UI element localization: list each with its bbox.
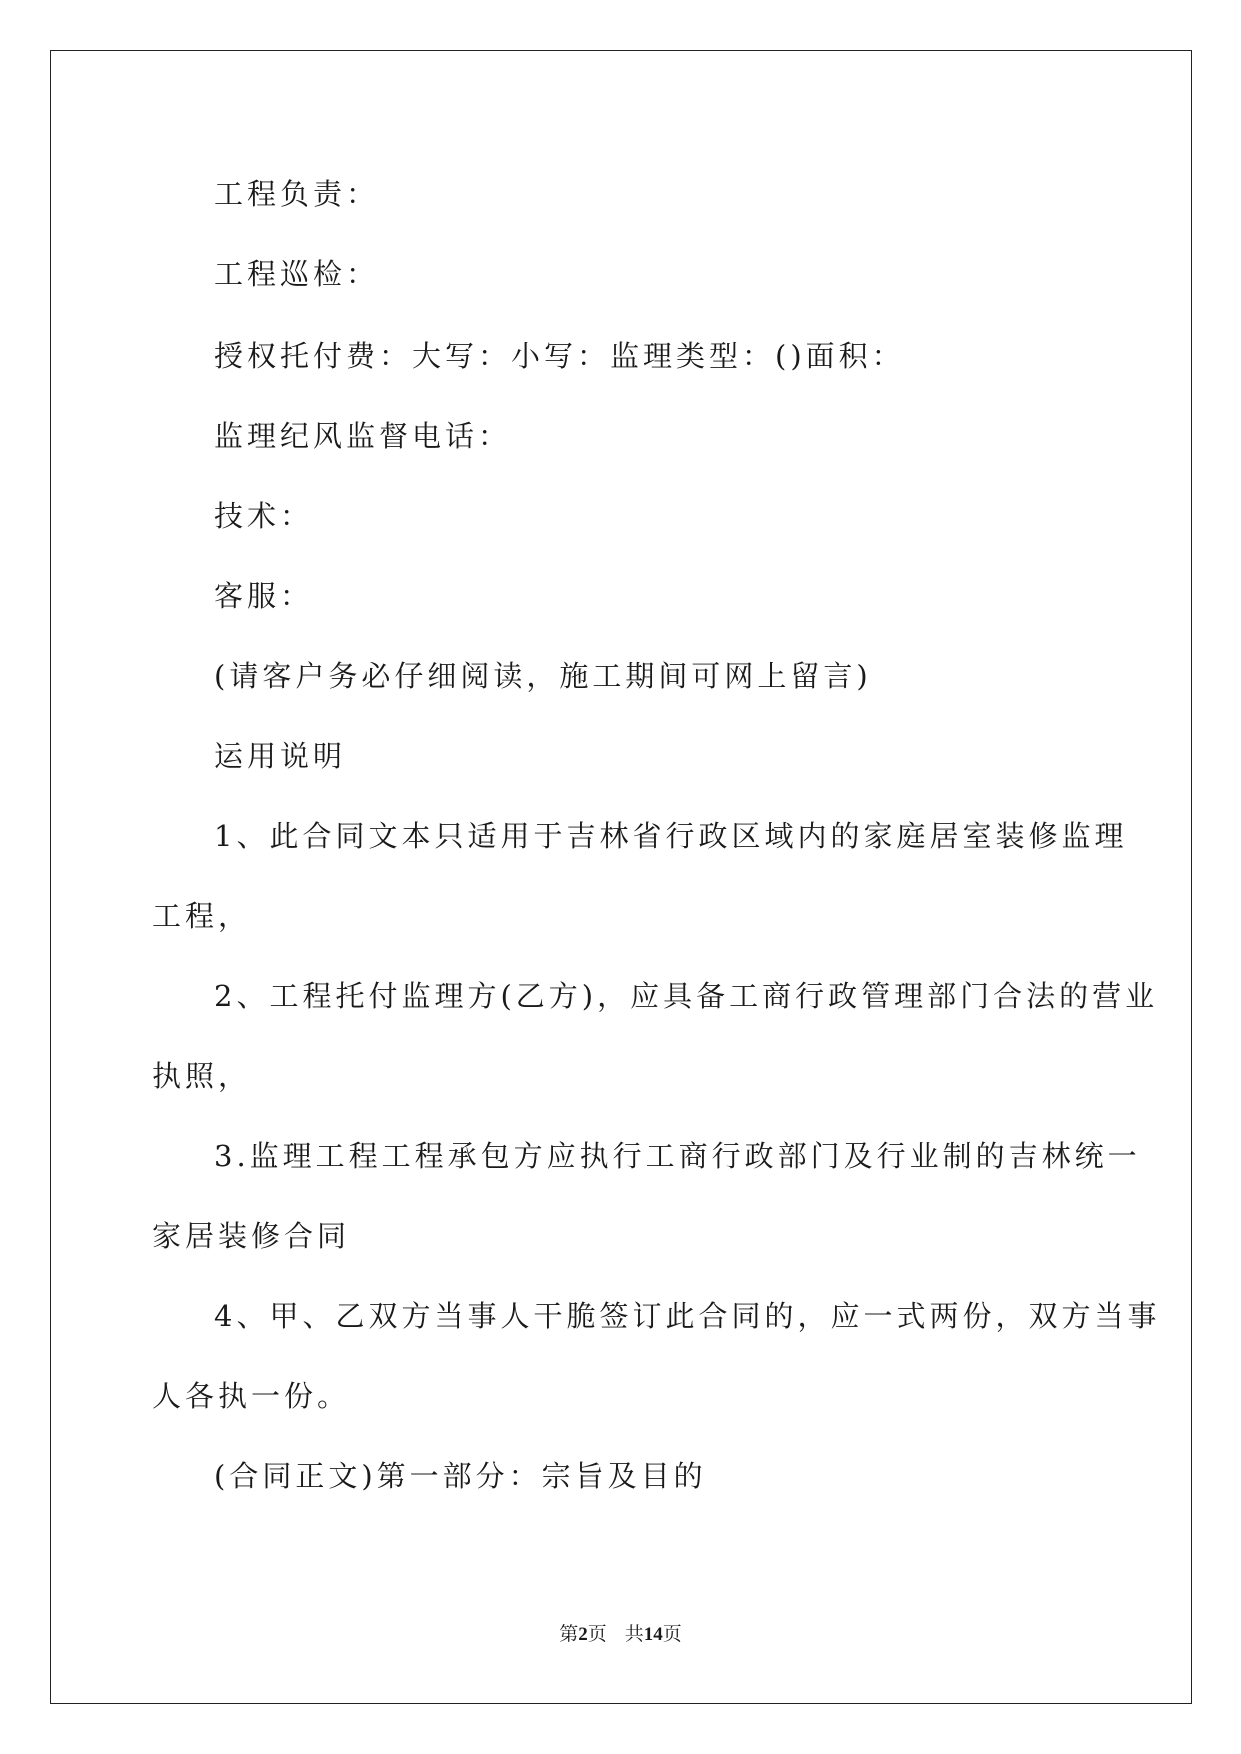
list-item-continuation: 人各执一份。 — [152, 1379, 351, 1413]
section-heading: (合同正文)第一部分：宗旨及目的 — [214, 1459, 707, 1493]
text-line: 工程巡检： — [214, 257, 380, 291]
footer-page-number: 2 — [578, 1624, 588, 1645]
list-item: 2、工程托付监理方(乙方)，应具备工商行政管理部门合法的营业 — [214, 979, 1159, 1013]
page-footer — [0, 1619, 1241, 1646]
text-line: 技术： — [214, 499, 314, 533]
list-item: 4、甲、乙双方当事人干脆签订此合同的，应一式两份，双方当事 — [214, 1299, 1161, 1333]
list-item-continuation: 工程， — [152, 899, 252, 933]
footer-total-suffix: 页 — [662, 1624, 682, 1645]
list-item-continuation: 家居装修合同 — [152, 1219, 351, 1253]
text-line: 工程负责： — [214, 177, 380, 211]
page-border — [50, 50, 1192, 1704]
text-line: 客服： — [214, 579, 314, 613]
list-item-continuation: 执照， — [152, 1059, 252, 1093]
text-line: 授权托付费：大写：小写：监理类型：()面积： — [214, 339, 905, 373]
footer-page-prefix: 第 — [559, 1624, 579, 1645]
text-line: 监理纪风监督电话： — [214, 419, 512, 453]
footer-page-suffix: 页 — [587, 1624, 607, 1645]
section-heading: 运用说明 — [214, 739, 347, 773]
list-item: 3.监理工程工程承包方应执行工商行政部门及行业制的吉林统一 — [214, 1139, 1141, 1173]
footer-total-pages: 14 — [643, 1624, 663, 1645]
text-line: (请客户务必仔细阅读，施工期间可网上留言) — [214, 659, 872, 693]
footer-total-prefix: 共 — [624, 1624, 644, 1645]
list-item: 1、此合同文本只适用于吉林省行政区域内的家庭居室装修监理 — [214, 819, 1128, 853]
